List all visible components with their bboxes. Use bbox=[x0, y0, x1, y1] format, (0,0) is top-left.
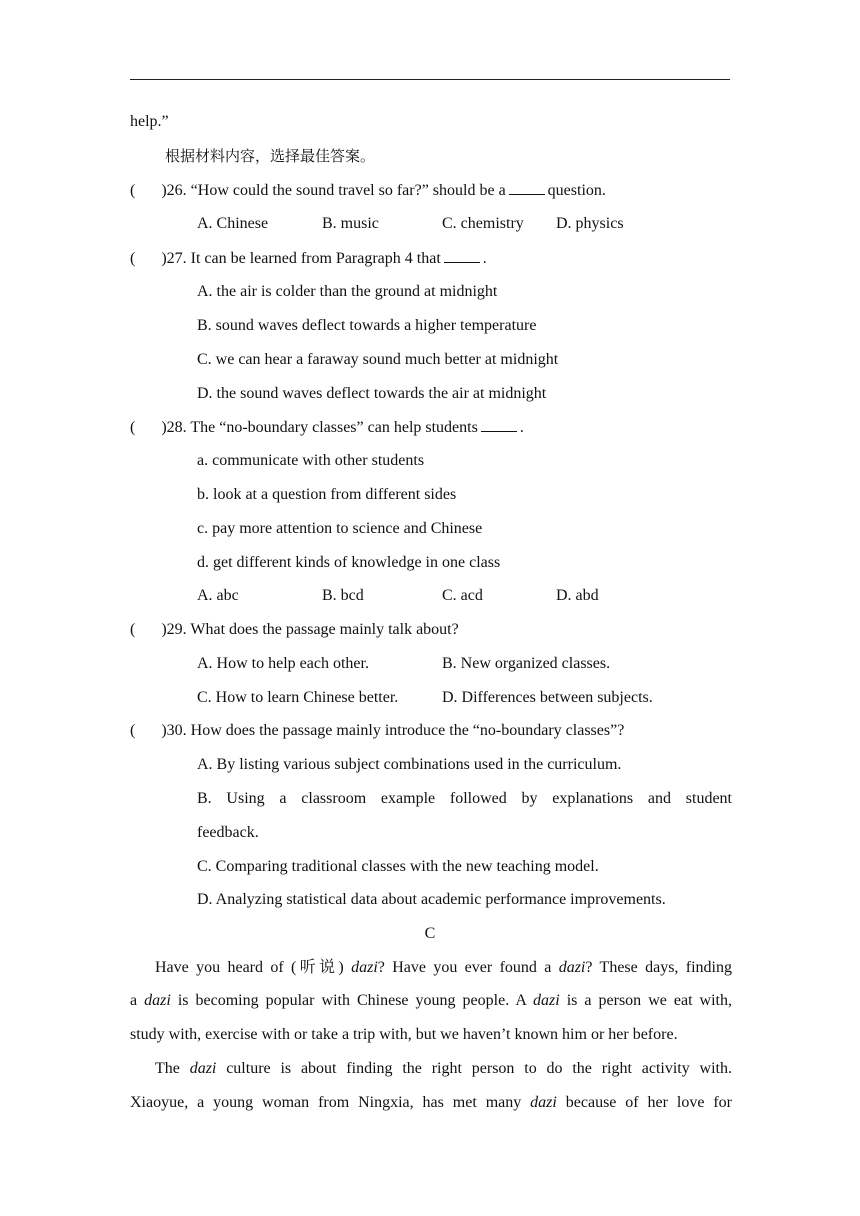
question-text: )27. It can be learned from Paragraph 4 that bbox=[161, 250, 441, 267]
passage-text: Xiaoyue, a young woman from Ningxia, has met many bbox=[130, 1094, 531, 1111]
question-28 bbox=[130, 417, 524, 438]
header-fragment: help.” bbox=[130, 113, 169, 130]
passage-line bbox=[130, 991, 732, 1011]
section-heading: C bbox=[424, 925, 436, 942]
option-c: C. we can hear a faraway sound much better at midnight bbox=[197, 351, 559, 368]
sub-item-a: a. communicate with other students bbox=[197, 452, 425, 469]
answer-blank bbox=[444, 248, 480, 263]
passage-text: culture is about finding the right person to do the right activity with. bbox=[216, 1060, 733, 1077]
option-d: D. the sound waves deflect towards the air at midnight bbox=[197, 385, 547, 402]
option-a: A. abc bbox=[197, 587, 239, 604]
instruction: 根据材料内容，选择最佳答案。 bbox=[165, 147, 376, 165]
option-b: B. Using a classroom example followed by explanations and student bbox=[197, 790, 732, 807]
question-27 bbox=[130, 248, 487, 269]
answer-paren: ( bbox=[130, 419, 136, 436]
question-29 bbox=[130, 620, 459, 640]
passage-line bbox=[130, 1093, 732, 1113]
dazi-term: dazi bbox=[533, 992, 560, 1009]
question-30 bbox=[130, 721, 624, 741]
dazi-term: dazi bbox=[558, 959, 586, 976]
passage-line bbox=[130, 1059, 732, 1079]
sub-item-d: d. get different kinds of knowledge in one class bbox=[197, 554, 501, 571]
option-d: D. Differences between subjects. bbox=[442, 689, 653, 706]
sub-item-b: b. look at a question from different sides bbox=[197, 486, 457, 503]
dazi-term: dazi bbox=[189, 1060, 217, 1077]
answer-paren: ( bbox=[130, 722, 136, 739]
option-c: C. chemistry bbox=[442, 215, 524, 232]
sub-item-c: c. pay more attention to science and Chinese bbox=[197, 520, 483, 537]
passage-text: ? Have you ever found a bbox=[377, 959, 559, 976]
option-b: B. bcd bbox=[322, 587, 364, 604]
question-text-tail: . bbox=[482, 250, 487, 267]
option-c: C. acd bbox=[442, 587, 483, 604]
option-d: D. Analyzing statistical data about academic performance improvements. bbox=[197, 891, 666, 908]
option-a: A. Chinese bbox=[197, 215, 269, 232]
question-text: )29. What does the passage mainly talk about? bbox=[161, 621, 459, 638]
passage-text: is becoming popular with Chinese young people. A bbox=[170, 992, 534, 1009]
option-a: A. the air is colder than the ground at midnight bbox=[197, 283, 498, 300]
option-c: C. How to learn Chinese better. bbox=[197, 689, 399, 706]
option-d: D. abd bbox=[556, 587, 599, 604]
answer-paren: ( bbox=[130, 621, 136, 638]
option-b: B. sound waves deflect towards a higher temperature bbox=[197, 317, 537, 334]
question-text-tail: question. bbox=[547, 182, 606, 199]
option-a: A. How to help each other. bbox=[197, 655, 369, 672]
answer-paren: ( bbox=[130, 250, 136, 267]
header-rule bbox=[130, 79, 730, 80]
question-text-tail: . bbox=[519, 419, 524, 436]
question-26 bbox=[130, 180, 606, 201]
passage-text: ? These days, finding bbox=[585, 959, 732, 976]
passage-text: a bbox=[130, 992, 145, 1009]
passage-text: is a person we eat with, bbox=[559, 992, 732, 1009]
option-d: D. physics bbox=[556, 215, 624, 232]
option-c: C. Comparing traditional classes with the new teaching model. bbox=[197, 858, 599, 875]
answer-blank bbox=[509, 180, 545, 195]
dazi-term: dazi bbox=[144, 992, 171, 1009]
passage-line bbox=[130, 958, 732, 978]
option-a: A. By listing various subject combinations used in the curriculum. bbox=[197, 756, 622, 773]
option-b: B. New organized classes. bbox=[442, 655, 611, 672]
dazi-term: dazi bbox=[351, 959, 378, 976]
passage-line: study with, exercise with or take a trip with, but we haven’t known him or her before. bbox=[130, 1026, 678, 1043]
question-text: )26. “How could the sound travel so far?” should be a bbox=[161, 182, 506, 199]
option-b-continued: feedback. bbox=[197, 824, 259, 841]
answer-blank bbox=[481, 417, 517, 432]
answer-paren: ( bbox=[130, 182, 136, 199]
option-b: B. music bbox=[322, 215, 379, 232]
passage-text: Have you heard of (听说) bbox=[155, 959, 352, 976]
question-text: )30. How does the passage mainly introduce the “no-boundary classes”? bbox=[161, 722, 625, 739]
question-text: )28. The “no-boundary classes” can help students bbox=[161, 419, 478, 436]
passage-text: The bbox=[155, 1060, 190, 1077]
passage-text: because of her love for bbox=[556, 1094, 733, 1111]
dazi-term: dazi bbox=[530, 1094, 557, 1111]
